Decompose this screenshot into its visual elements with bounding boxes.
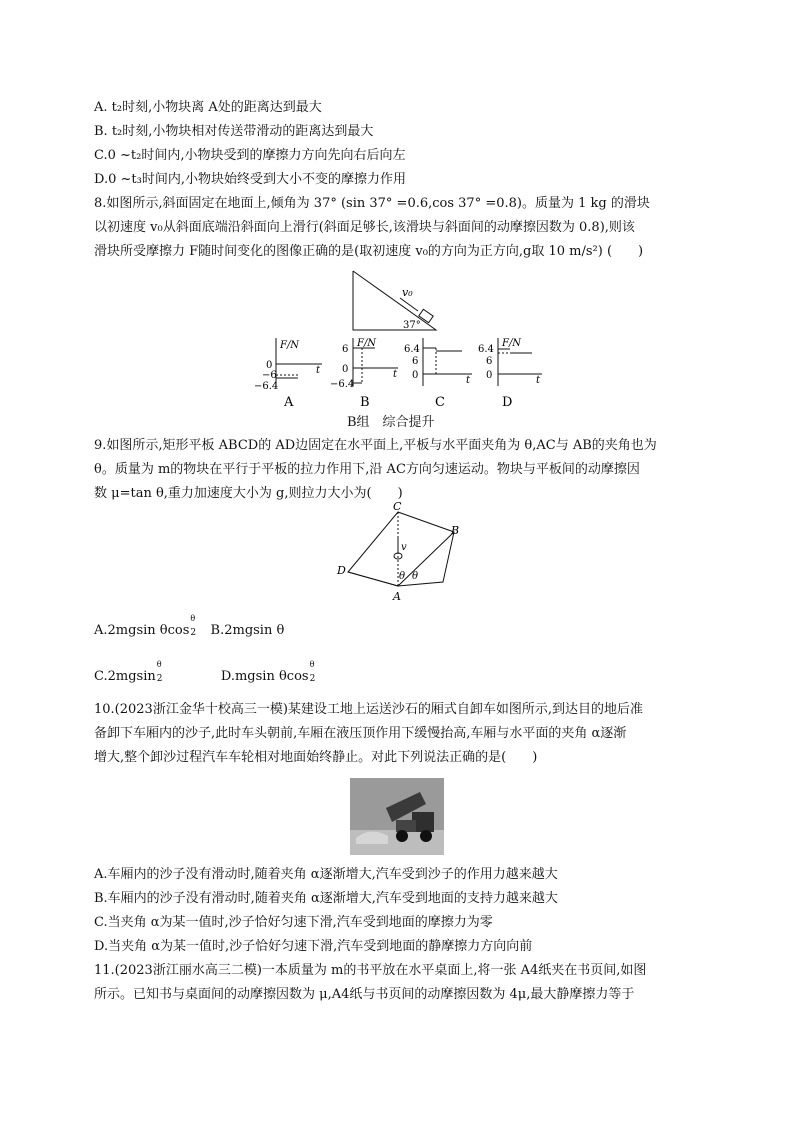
graph-d-axis-f: F/N: [502, 338, 522, 349]
v0-arrow: [400, 298, 418, 311]
graph-c: [404, 338, 472, 410]
q11-stem-line2: 所示。已知书与桌面间的动摩擦因数为 μ,A4纸与书页间的动摩擦因数为 4μ,最大静摩擦力等于: [94, 987, 635, 1002]
graph-b-tick-1: 0: [342, 364, 349, 375]
q10-stem-line1: 10.(2023浙江金华十校高三一模)某建设工地上运送沙石的厢式自卸车如图所示,到达目的地后准: [94, 702, 644, 717]
q10-option-c: C.当夹角 α为某一值时,沙子恰好匀速下滑,汽车受到地面的摩擦力为零: [94, 915, 493, 930]
graph-b-tick-2: −6.4: [330, 379, 355, 390]
q7-option-a: A. t₂时刻,小物块离 A处的距离达到最大: [94, 100, 322, 115]
slider-block: [419, 309, 433, 322]
label-c: C: [393, 500, 402, 513]
graph-b-axis-f: F/N: [357, 338, 377, 349]
graph-b-tick-0: 6: [342, 344, 349, 355]
label-d: D: [337, 564, 346, 577]
graph-a-axis-t: t: [316, 365, 321, 376]
q10-stem-line3: 增大,整个卸沙过程汽车车轮相对地面始终静止。对此下列说法正确的是( ): [94, 750, 538, 765]
q7-option-b: B. t₂时刻,小物块相对传送带滑动的距离达到最大: [94, 124, 374, 139]
graph-c-tick-2: 0: [412, 370, 419, 381]
q10-option-b: B.车厢内的沙子没有滑动时,随着夹角 α逐渐增大,汽车受到地面的支持力越来越大: [94, 891, 558, 906]
q9-stem-line3: 数 μ=tan θ,重力加速度大小为 g,则拉力大小为( ): [94, 486, 403, 501]
q7-option-d: D.0 ~t₃时间内,小物块始终受到大小不变的摩擦力作用: [94, 172, 406, 187]
graph-d-tick-1: 6: [486, 356, 493, 367]
graph-c-label: C: [435, 395, 445, 410]
graph-d-axis-t: t: [536, 375, 541, 386]
graph-b: [330, 338, 398, 410]
graph-d-label: D: [502, 395, 513, 410]
theta-1: θ: [399, 571, 406, 582]
graph-a-tick-0: 0: [266, 360, 273, 371]
graph-a-tick-2: −6.4: [254, 381, 279, 392]
graph-a: [254, 338, 322, 410]
q7-option-c: C.0 ~t₂时间内,小物块受到的摩擦力方向先向右后向左: [94, 148, 406, 163]
graph-a-label: A: [284, 395, 294, 410]
incline-triangle: [353, 271, 436, 330]
q8-stem-line1: 8.如图所示,斜面固定在地面上,倾角为 37° (sin 37° =0.6,cos 37° =0.8)。质量为 1 kg 的滑块: [94, 196, 650, 211]
angle-label: 37°: [403, 320, 421, 331]
theta-2: θ: [412, 571, 419, 582]
q10-option-a: A.车厢内的沙子没有滑动时,随着夹角 α逐渐增大,汽车受到沙子的作用力越来越大: [94, 867, 558, 882]
label-a: A: [393, 590, 401, 603]
dump-truck-photo: [350, 778, 444, 855]
label-v: v: [401, 542, 407, 553]
q9-stem-line1: 9.如图所示,矩形平板 ABCD的 AD边固定在水平面上,平板与水平面夹角为 θ,AC与 AB的夹角也为: [94, 438, 657, 453]
graph-c-tick-0: 6.4: [404, 344, 420, 355]
graph-a-tick-1: −6: [262, 370, 277, 381]
q9-stem-line2: θ。质量为 m的物块在平行于平板的拉力作用下,沿 AC方向匀速运动。物块与平板间的动摩擦因: [94, 462, 640, 477]
q10-option-d: D.当夹角 α为某一值时,沙子恰好匀速下滑,汽车受到地面的静摩擦力方向向前: [94, 939, 533, 954]
v0-label: v₀: [402, 286, 413, 299]
q8-figure: [240, 266, 560, 412]
q10-stem-line2: 备卸下车厢内的沙子,此时车头朝前,车厢在液压顶作用下缓慢抬高,车厢与水平面的夹角 α逐渐: [94, 726, 627, 741]
q8-stem-line3: 滑块所受摩擦力 F随时间变化的图像正确的是(取初速度 v₀的方向为正方向,g取 10 m/s²) ( ): [94, 244, 644, 259]
graph-d-tick-0: 6.4: [478, 344, 494, 355]
q9-option-c: C.2mgsin θ 2 D.mgsin θcos θ 2: [94, 660, 316, 684]
graph-c-tick-1: 6: [412, 356, 419, 367]
q9-option-a: A.2mgsin θcos θ 2 B.2mgsin θ: [94, 614, 285, 638]
q9-figure: [330, 500, 470, 604]
graph-b-axis-t: t: [393, 369, 398, 380]
graph-a-axis-f: F/N: [280, 340, 300, 351]
graph-b-label: B: [360, 395, 370, 410]
graph-d: [478, 338, 542, 410]
graph-c-axis-t: t: [466, 375, 471, 386]
label-b: B: [451, 524, 460, 537]
q8-stem-line2: 以初速度 v₀从斜面底端沿斜面向上滑行(斜面足够长,该滑块与斜面间的动摩擦因数为 0.8),则该: [94, 220, 635, 235]
section-title: B组 综合提升: [347, 415, 435, 430]
graph-d-tick-2: 0: [486, 370, 493, 381]
q11-stem-line1: 11.(2023浙江丽水高三二模)一本质量为 m的书平放在水平桌面上,将一张 A4纸夹在书页间,如图: [94, 963, 647, 978]
